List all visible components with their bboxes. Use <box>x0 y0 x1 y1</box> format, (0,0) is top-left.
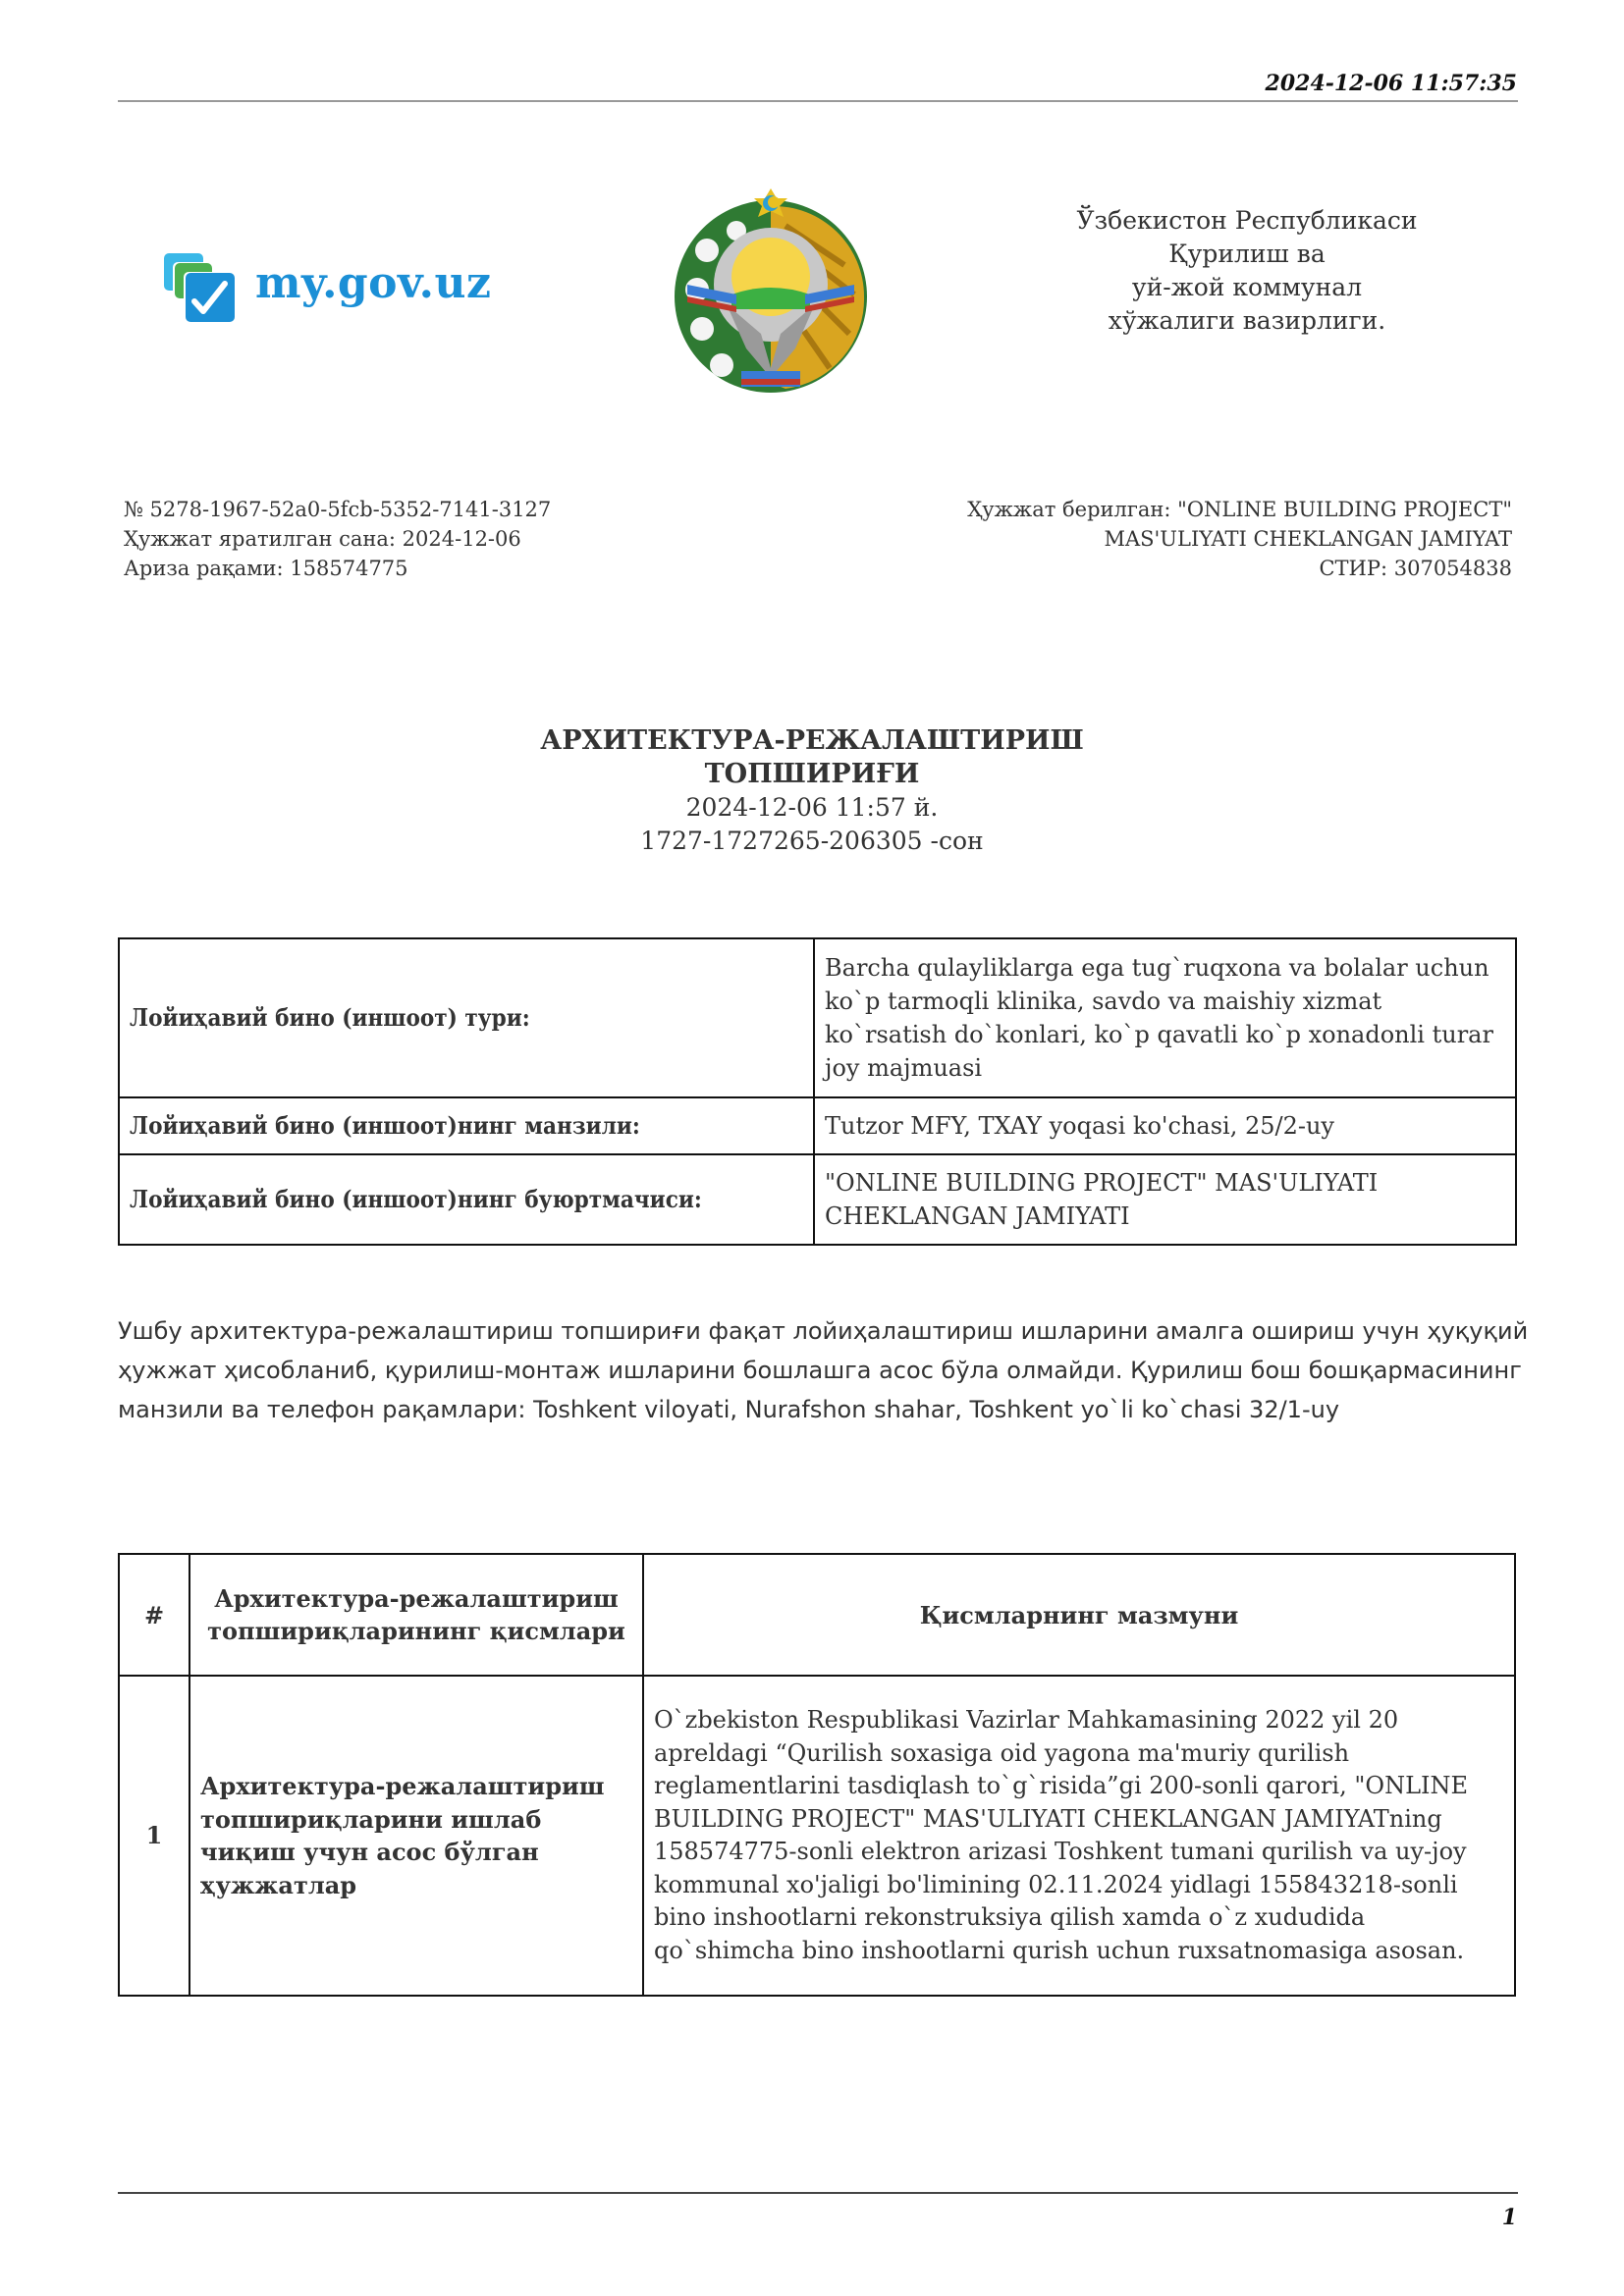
row-label: Лойиҳавий бино (иншоот)нинг манзили: <box>119 1097 814 1154</box>
issued-to-line: Ҳужжат берилган: "ONLINE BUILDING PROJECT" <box>967 498 1512 521</box>
row-content: O`zbekiston Respublikasi Vazirlar Mahkamasining 2022 yil 20 apreldagi “Qurilish soxasiga oid yagona ma'muriy qurilish reglamentlarini tasdiqlash to`g`risida”gi 200-sonli qarori, "ONLINE BUILDING PROJECT" MAS'ULIYATI CHEKLANGAN JAMIYATning 158574775-sonli elektron arizasi Toshkent tumani qurilish va uy-joy kommunal xo'jaligi bo'limining 02.11.2024 yidlagi 155843218-sonli bino inshootlarni rekonstruksiya qilish xamda o`z xududida qo`shimcha bino inshootlarni qurish uchun ruxsatnomasiga asosan. <box>643 1676 1515 1996</box>
column-header-parts: Архитектура-режалаштириш топшириқларининг қисмлари <box>189 1554 643 1676</box>
document-meta <box>124 495 551 583</box>
row-label: Лойиҳавий бино (иншоот)нинг буюртмачиси: <box>119 1154 814 1245</box>
table-row <box>119 938 1516 1097</box>
document-title-block <box>295 724 1329 858</box>
state-emblem-icon <box>668 187 874 398</box>
created-date: Ҳужжат яратилган сана: 2024-12-06 <box>124 527 521 551</box>
table-row <box>119 1097 1516 1154</box>
page-number: 1 <box>1501 2205 1517 2230</box>
tax-id: СТИР: 307054838 <box>1319 557 1512 580</box>
ministry-line: хўжалиги вазирлиги. <box>1108 306 1386 335</box>
ministry-line: Қурилиш ва <box>1168 240 1326 268</box>
column-header-content: Қисмларнинг мазмуни <box>643 1554 1515 1676</box>
issued-to <box>884 495 1512 583</box>
mygov-logo <box>162 250 492 329</box>
header-divider <box>118 100 1518 102</box>
table-row <box>119 1154 1516 1245</box>
building-info-table <box>118 937 1517 1246</box>
row-value: Barcha qulayliklarga ega tug`ruqxona va bolalar uchun ko`p tarmoqli klinika, savdo va maishiy xizmat ko`rsatish do`konlari, ko`p qavatli ko`p xonadonli turar joy majmuasi <box>814 938 1516 1097</box>
document-date: 2024-12-06 11:57 й. <box>685 793 939 822</box>
row-number: 1 <box>119 1676 189 1996</box>
row-value: Tutzor MFY, TXAY yoqasi ko'chasi, 25/2-uy <box>814 1097 1516 1154</box>
row-part: Архитектура-режалаштириш топшириқларини ишлаб чиқиш учун асос бўлган ҳужжатлар <box>189 1676 643 1996</box>
ministry-line: уй-жой коммунал <box>1131 273 1363 301</box>
row-value: "ONLINE BUILDING PROJECT" MAS'ULIYATI CHEKLANGAN JAMIYATI <box>814 1154 1516 1245</box>
application-number: Ариза рақами: 158574775 <box>124 557 408 580</box>
document-number: № 5278-1967-52a0-5fcb-5352-7141-3127 <box>124 498 552 521</box>
legal-notice: Ушбу архитектура-режалаштириш топшириғи фақат лойиҳалаштириш ишларини амалга ошириш учун ҳуқуқий ҳужжат ҳисобланиб, қурилиш-монтаж ишларини бошлашга асос бўла олмайди. Қурилиш бош бошқармасининг манзили ва телефон рақамлари: Toshkent viloyati, Nurafshon shahar, Toshkent yo`li ko`chasi 32/1-uy <box>118 1317 1529 1423</box>
issued-to-line: MAS'ULIYATI CHEKLANGAN JAMIYAT <box>1104 527 1512 551</box>
logo-text: my.gov.uz <box>255 258 492 308</box>
document-reg-number: 1727-1727265-206305 -сон <box>640 827 984 855</box>
table-row <box>119 1676 1515 1996</box>
column-header-number: # <box>119 1554 189 1676</box>
checkbox-stack-icon <box>162 250 245 329</box>
ministry-name <box>1021 204 1473 338</box>
ministry-line: Ўзбекистон Республикаси <box>1076 206 1418 235</box>
task-parts-table <box>118 1553 1516 1997</box>
document-title: АРХИТЕКТУРА-РЕЖАЛАШТИРИШ <box>540 725 1084 756</box>
table-header-row <box>119 1554 1515 1676</box>
print-timestamp: 2024-12-06 11:57:35 <box>1265 71 1517 96</box>
footer-divider <box>118 2192 1518 2194</box>
document-title-line2: ТОПШИРИҒИ <box>704 759 920 789</box>
row-label: Лойиҳавий бино (иншоот) тури: <box>119 938 814 1097</box>
